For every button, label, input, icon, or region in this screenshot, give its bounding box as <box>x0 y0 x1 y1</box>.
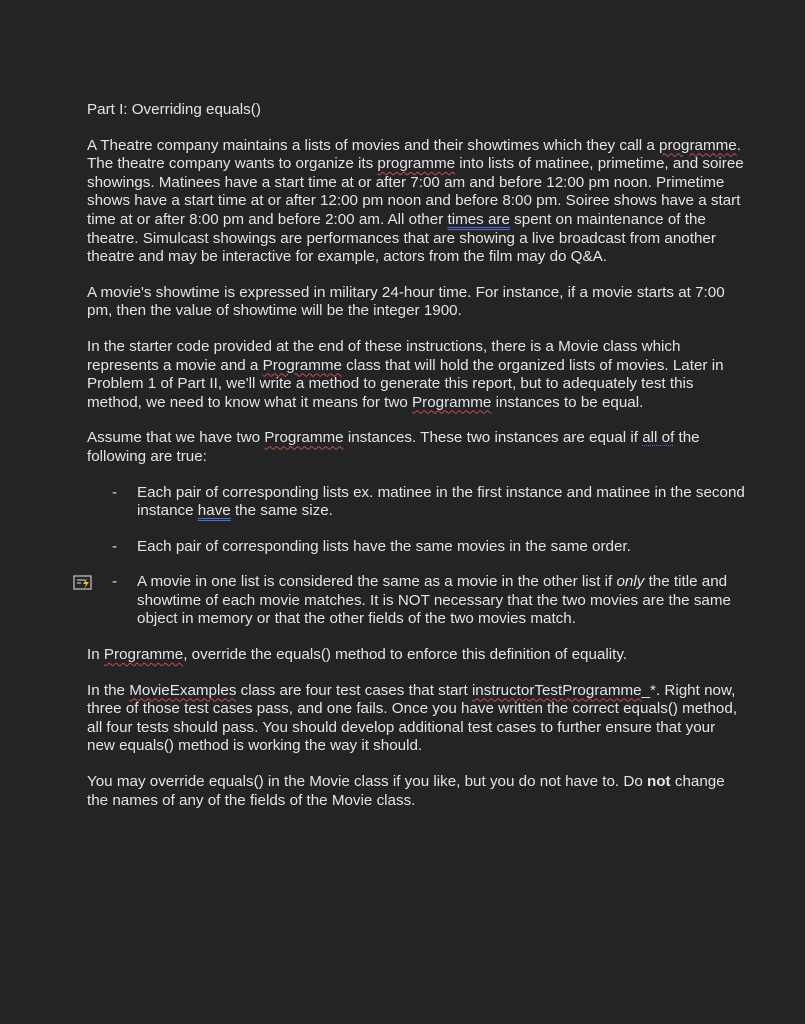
text-run: _*. Right now, three of those test cases pass, and one fails. Once you have written the correct equals() method, all four tests should pass. You should develop additional test cases to further ensure that your new equals() method is working the way it should. <box>87 681 738 755</box>
text-run: Each pair of corresponding lists have the same movies in the same order. <box>137 537 631 555</box>
paragraph-override <box>87 646 747 665</box>
text-run: the following are true: <box>87 429 700 465</box>
text-run: change the names of any of the fields of the Movie class. <box>87 773 725 809</box>
emphasis-not: not <box>647 773 671 791</box>
text-run: A Theatre company maintains a lists of movies and their showtimes which they call a <box>87 136 660 154</box>
dash-bullet: - <box>112 573 118 591</box>
text-run: into lists of matinee, primetime, and soiree showings. Matinees have a start time at or after 7:00 am and before 12:00 pm noon. Primetime shows have a start time at or after 12:00 pm noon and before 8:00 pm. Soiree shows have a start time at or after 8:00 pm and before 2:00 am. All other <box>87 155 744 228</box>
paragraph-showtime: A movie's showtime is expressed in military 24-hour time. For instance, if a movie starts at 7:00 pm, then the value of showtime will be the integer 1900. <box>87 283 725 320</box>
dash-bullet: - <box>112 537 118 555</box>
list-item <box>87 573 747 629</box>
spell-flag-programme[interactable]: Programme <box>103 646 184 664</box>
dash-bullet: - <box>112 483 118 501</box>
spell-flag-programme[interactable]: Programme <box>264 429 344 447</box>
text-run: class that will hold the organized lists of movies. Later in Problem 1 of Part II, we'll write a method to generate this report, but to adequately test this method, we need to know what it means for two <box>87 356 724 411</box>
text-run: In <box>87 646 104 664</box>
text-run: the same size. <box>230 502 333 520</box>
grammar-flag-have[interactable]: have <box>197 502 231 520</box>
edit-flash-icon[interactable] <box>73 575 93 591</box>
section-heading: Part I: Overriding equals() <box>87 101 261 118</box>
text-run: instances. These two instances are equal if <box>343 429 643 447</box>
spell-flag-programme[interactable]: programme <box>659 136 737 154</box>
document-body <box>87 101 747 827</box>
text-run: instances to be equal. <box>491 393 644 411</box>
spell-flag-programme[interactable]: programme <box>377 155 456 173</box>
spell-flag-movie-examples[interactable]: MovieExamples <box>129 681 237 699</box>
spell-flag-programme[interactable]: Programme <box>412 393 492 411</box>
paragraph-intro <box>87 137 747 267</box>
text-run: spent on maintenance of the theatre. Simulcast showings are performances that are showing a live broadcast from another theatre and may be interactive for example, actors from the film may do Q&A. <box>87 210 716 266</box>
text-run: You may override equals() in the Movie class if you like, but you do not have to. Do <box>87 773 647 791</box>
text-run: class are four test cases that start <box>236 681 472 699</box>
text-run: In the starter code provided at the end of these instructions, there is a Movie class which represents a movie and a <box>87 337 681 374</box>
spell-flag-programme[interactable]: Programme <box>262 356 342 374</box>
text-run: the title and showtime of each movie matches. It is NOT necessary that the two movies are the same object in memory or that the other fields of the two movies match. <box>137 573 731 628</box>
paragraph-test-cases <box>87 682 747 756</box>
paragraph-starter-code <box>87 338 747 412</box>
emphasis-only: only <box>616 573 645 591</box>
conditions-list <box>87 484 747 630</box>
list-item <box>87 484 747 521</box>
grammar-flag-times-are[interactable]: times are <box>447 210 510 228</box>
spell-flag-instructor-test[interactable]: instructorTestProgramme <box>471 681 642 699</box>
paragraph-movie-class-note <box>87 773 747 810</box>
grammar-flag-all-of[interactable]: all of <box>642 429 675 447</box>
text-run: In the <box>87 681 130 699</box>
text-run: . The theatre company wants to organize its <box>87 136 741 173</box>
text-run: Each pair of corresponding lists ex. matinee in the first instance and matinee in the second instance <box>137 483 745 520</box>
paragraph-equality-conditions <box>87 429 747 466</box>
text-run: Assume that we have two <box>87 429 265 447</box>
text-run: A movie in one list is considered the same as a movie in the other list if <box>137 573 617 591</box>
text-run: , override the equals() method to enforce this definition of equality. <box>183 646 628 664</box>
list-item <box>87 538 747 557</box>
